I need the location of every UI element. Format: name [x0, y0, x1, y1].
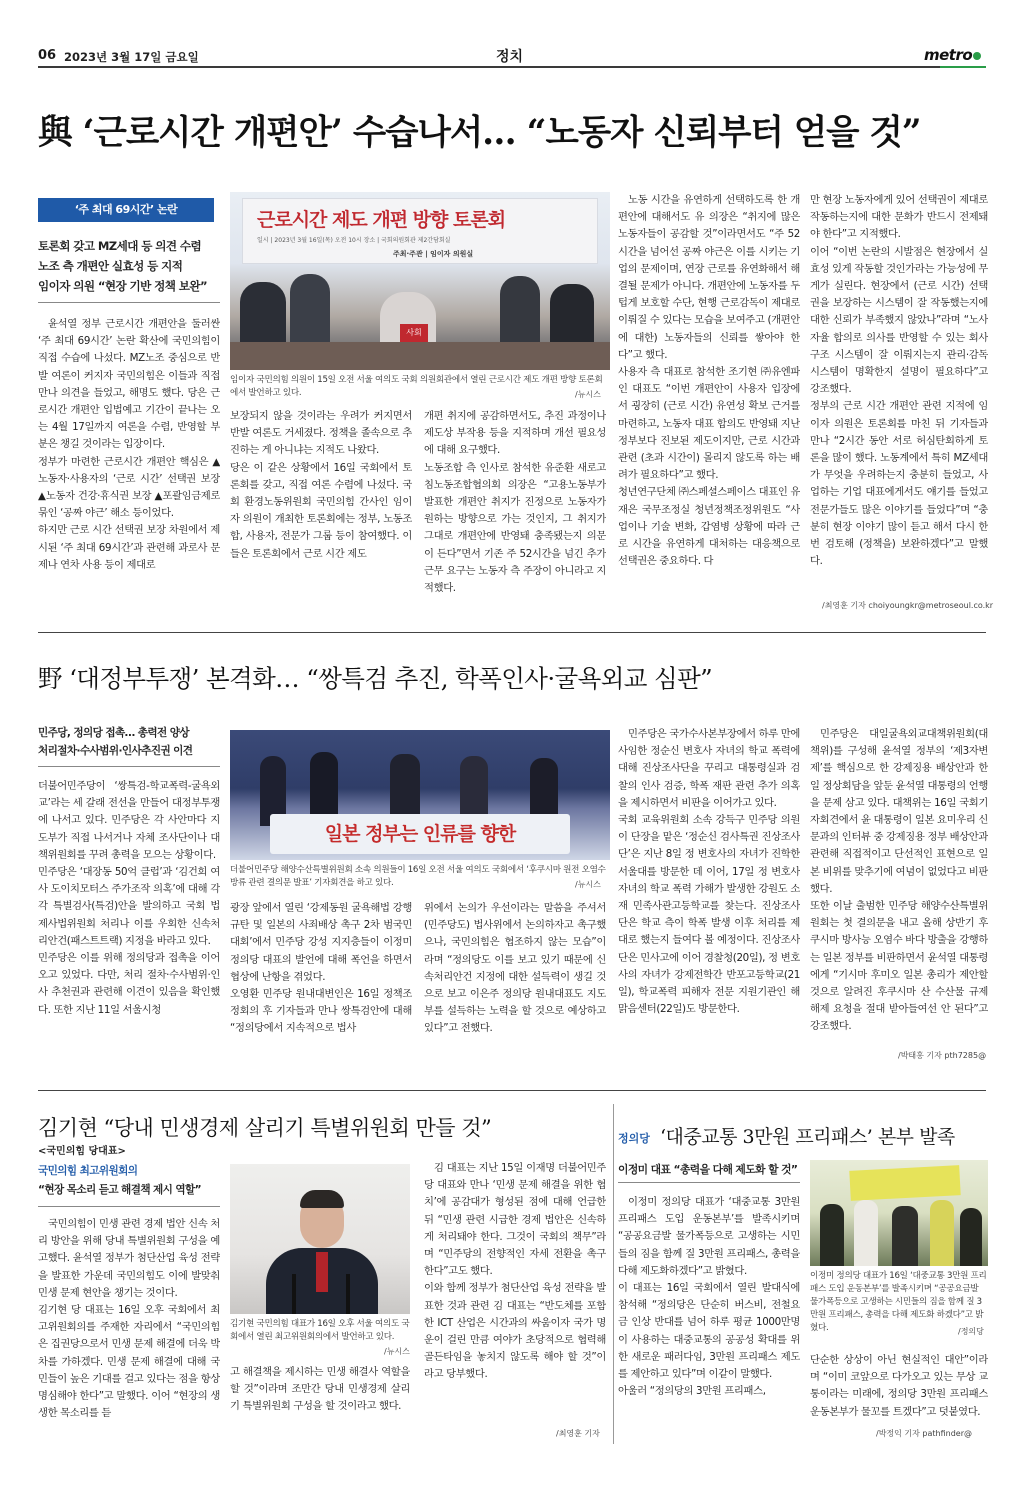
story3-col-2 — [230, 1364, 410, 1442]
story2-subhead-line: 민주당, 정의당 접촉… 총력전 양상 — [38, 727, 190, 739]
story2-col3-text: 위에서 논의가 우선이라는 말씀을 주셔서 (민주당도) 법사위에서 논의하자고 촉구했으나, 국민의힘은 협조하지 않는 모습”이라며 “정의당도 이를 보고 있기 때문에 신속처리안건 지정에 대한 설득력이 생길 것으로 보고 이은주 정의당 원내대표도 지도부를 설득하는 노력을 할 것으로 예상하고 있다”고 전했다. — [424, 902, 606, 1035]
story2-col-2 — [230, 900, 412, 1070]
protest-banner-text: 일본 정부는 인류를 향한 — [324, 823, 516, 845]
forum-banner-host: 주최·주관 | 임이자 의원실 — [393, 250, 474, 258]
story1-subhead-rule — [38, 302, 220, 303]
story3-caption: 김기현 국민의힘 대표가 16일 오후 서울 여의도 국회에서 열린 최고위원회의에서 발언하고 있다. — [230, 1319, 410, 1342]
story1-col-2 — [230, 408, 412, 610]
story1-subhead-line: 토론회 갖고 MZ세대 등 의견 수렴 — [38, 239, 202, 253]
story4-col-2 — [810, 1352, 988, 1438]
story2-subhead-rule — [38, 766, 220, 767]
story3-headline: 김기현 “당내 민생경제 살리기 특별위원회 만들 것” — [38, 1116, 492, 1140]
protest-banner — [270, 814, 570, 854]
story2-col-3 — [424, 900, 606, 1070]
story3-byline: /최영훈 기자 — [556, 1429, 600, 1438]
person-silhouette — [930, 1200, 954, 1266]
story2-col-1 — [38, 778, 220, 1070]
campaign-sign — [849, 1165, 960, 1201]
story1-photo — [230, 192, 610, 370]
issue-date: 2023년 3월 17일 금요일 — [64, 50, 199, 64]
story1-col-5 — [810, 192, 988, 596]
story1-col3-text: 개편 취지에 공감하면서도, 추진 과정이나 제도상 부작용 등을 지적하며 개선 필요성에 대해 요구했다. 노동조합 측 인사로 참석한 유준환 새로고침노동조합협의회 의장은 “고용노동부가 발표한 개편안 취지가 진정으로 노동자가 원하는 방향으로 가는 것인지, 그 취지가 그대로 개편안에 반영돼 충족됐는지 의문이 든다”면서 기존 주 52시간을 넘긴 추가 근무 요구는 노동자 측 주장이 아니라고 지적했다. — [424, 410, 606, 595]
podium-sign-text: 사회 — [406, 328, 422, 337]
story4-headline: ‘대중교통 3만원 프리패스’ 본부 발족 — [660, 1126, 955, 1148]
metro-logo-text: metro — [924, 46, 973, 64]
story3-col-3 — [424, 1160, 606, 1422]
story3-col1-text: 국민의힘이 민생 관련 경제 법안 신속 처리 방안을 위해 당내 특별위원회 구성을 예고했다. 윤석열 정부가 첨단산업 육성 전략을 발표한 가운데 국민의힘도 이에 발맞춰 민생 문제 현안을 챙기는 것이다. 김기현 당 대표는 16일 오후 국회에서 최고위원회의를 주재한 자리에서 “국민의힘은 집권당으로서 민생 문제 해결에 더욱 박차를 가하겠다. 민생 문제 해결에 대해 국민들이 높은 기대를 걸고 있다는 점을 항상 명심해야 한다”고 말했다. 이어 “현장의 생생한 목소리를 듣 — [38, 1218, 220, 1420]
story3-photo — [230, 1164, 410, 1314]
person-silhouette — [854, 1200, 878, 1266]
header-rule — [38, 66, 986, 68]
story3-col3-text: 김 대표는 지난 15일 이재명 더불어민주당 대표와 만나 ‘민생 문제 해결을 위한 협치’에 공감대가 형성된 점에 대해 언급한 뒤 “민생 관련 시급한 경제 법안은 신속하게 처리돼야 한다. 그것이 국회의 책무”라며 “민주당의 전향적인 자세 전환을 촉구한다”고도 했다. 이와 함께 정부가 첨단산업 육성 전략을 발표한 것과 관련 김 대표는 “반도체를 포함한 ICT 산업은 시간과의 싸움이자 국가 명운이 걸린 만큼 여야가 초당적으로 협력해 골든타임을 놓치지 않도록 해야 할 것”이라고 당부했다. — [424, 1162, 606, 1381]
page-header — [0, 0, 1024, 70]
story1-col1-text: 윤석열 정부 근로시간 개편안을 둘러싼 ‘주 최대 69시간’ 논란 확산에 국민의힘이 직접 수습에 나섰다. MZ노조 중심으로 반발 여론이 커지자 국민의힘은 이들과 직접 만나 의견을 들었고, 해명도 했다. 당은 근로시간 개편안 입법예고 기간이 끝나는 오는 4월 17일까지 여론을 수렴, 반영할 부분은 챙길 것이라는 입장이다. 정부가 마련한 근로시간 개편안 핵심은 ▲노동자·사용자의 ‘근로 시간’ 선택권 보장 ▲노동자 건강·휴식권 보장 ▲포괄임금제로 묶인 ‘공짜 야근’ 해소 등이었다. 하지만 근로 시간 선택권 보장 차원에서 제시된 ‘주 최대 69시간’과 관련해 과로사 문제나 연차 사용 등이 제대로 — [38, 318, 220, 571]
story3-subhead — [38, 1162, 220, 1200]
story2-subhead — [38, 724, 220, 760]
story4-subhead: 이정미 대표 “총력을 다해 제도화 할 것” — [618, 1163, 798, 1176]
story1-col2-text: 보장되지 않을 것이라는 우려가 커지면서 반발 여론도 거세졌다. 정책을 졸속으로 추진하는 게 아니냐는 지적도 나왔다. 당은 이 같은 상황에서 16일 국회에서 토론회를 갖고, 직접 여론 수렴에 나섰다. 국회 환경노동위원회 국민의힘 간사인 임이자 의원이 개최한 토론회에는 정부, 노동조합, 사용자, 전문가 그룹 등이 참여했다. 이들은 토론회에서 근로 시간 제도 — [230, 410, 412, 560]
story1-tag — [38, 198, 214, 222]
story1-headline: 與 ‘근로시간 개편안’ 수습나서… “노동자 신뢰부터 얻을 것” — [38, 113, 921, 153]
forum-banner — [242, 198, 598, 264]
story3-col2-text: 고 해결책을 제시하는 민생 해결사 역할을 할 것”이라며 조만간 당내 민생경제 살리기 특별위원회 구성을 할 것이라고 했다. — [230, 1366, 410, 1413]
person-silhouette — [892, 1206, 918, 1266]
story1-col-4 — [618, 192, 800, 610]
story1-col5-text: 만 현장 노동자에게 있어 선택권이 제대로 작동하는지에 대한 문화가 반드시 전제돼야 한다”고 지적했다. 이어 “이번 논란의 시발점은 현장에서 실효성 있게 작동할 것인가라는 가능성에 무게가 실린다. 현장에서 (근로 시간) 선택권을 보장하는 시스템이 잘 작동했는지에 대한 신뢰가 부족했지 않았나”라며 “노사 자율 합의로 의사를 반영할 수 있는 회사 구조 시스템이 잘 이뤄지는지 관리·감독 시스템이 명확한지 설명이 필요하다”고 강조했다. 정부의 근로 시간 개편안 관련 지적에 임이자 의원은 토론회를 마친 뒤 기자들과 만나 “2시간 동안 서로 허심탄회하게 토론을 많이 했다. 노동계에서 특히 MZ세대가 무엇을 우려하는지 충분히 들었고, 사업하는 기업 대표에게서도 얘기를 들었고 전문가들도 많은 이야기를 들었다”며 “충분히 현장 이야기 많이 듣고 해서 다시 한번 검토해 (정책을) 보완하겠다”고 말했다. — [810, 194, 988, 568]
story4-tag: 정의당 — [618, 1132, 650, 1145]
story3-label: <국민의힘 당대표> — [38, 1146, 126, 1157]
story4-caption-credit: /정의당 — [958, 1327, 984, 1336]
story2-caption-credit: /뉴시스 — [575, 880, 601, 889]
page-number: 06 — [38, 48, 57, 63]
person-silhouette — [820, 1204, 844, 1266]
column-divider — [613, 1104, 614, 1444]
story1-subhead-line: 임이자 의원 “현장 기반 정책 보완” — [38, 279, 208, 293]
story1-subhead-line: 노조 측 개편안 실효성 등 지적 — [38, 259, 183, 273]
story4-col-1 — [618, 1194, 800, 1454]
story2-headline: 野 ‘대정부투쟁’ 본격화… “쌍특검 추진, 학폭인사·굴욕외교 심판” — [38, 664, 713, 693]
story1-subhead — [38, 236, 220, 296]
story1-byline: /최영훈 기자 choiyoungkr@metroseoul.co.kr — [822, 601, 994, 610]
person-hair — [300, 1190, 344, 1208]
person-silhouette — [960, 1208, 982, 1266]
metro-logo — [924, 46, 981, 64]
story1-tag-text: ‘주 최대 69시간’ 논란 — [74, 203, 178, 216]
story4-photo — [810, 1160, 988, 1266]
story2-col1-text: 더불어민주당이 ‘쌍특검-학교폭력-굴욕외교’라는 세 갈래 전선을 만들어 대정부투쟁에 나서고 있다. 민주당은 각 사안마다 지도부가 직접 나서거나 자체 조사단이나 대책위원회를 꾸려 총력을 모으는 상황이다. 민주당은 ‘대장동 50억 클럽’과 ‘김건희 여사 도이치모터스 주가조작 의혹’에 대해 각각 특별검사(특검)안을 발의하고 국회 법제사법위원회 처리나 이를 우회한 신속처리안건(패스트트랙) 지정을 바라고 있다. 민주당은 이를 위해 정의당과 접촉을 이어오고 있었다. 다만, 처리 절차·수사범위·인사 추천권과 관련해 이견이 있음을 확인했다. 또한 지난 11일 서울시청 — [38, 780, 220, 1016]
story1-caption: 임이자 국민의힘 의원이 15일 오전 서울 여의도 국회 의원회관에서 열린 근로시간 제도 개편 방향 토론회에서 발언하고 있다. — [230, 375, 603, 398]
section-name: 정치 — [496, 49, 524, 65]
story2-col-5 — [810, 726, 988, 1046]
story2-col2-text: 광장 앞에서 열린 ‘강제동원 굴욕해법 강행 규탄 및 일본의 사죄배상 촉구 2차 범국민대회’에서 민주당 강성 지지층들이 이정미 정의당 대표의 발언에 대해 폭언을 하면서 협상에 난항을 겪었다. 오영환 민주당 원내대변인은 16일 정책조정회의 후 기자들과 만나 쌍특검안에 대해 “정의당에서 지속적으로 법사 — [230, 902, 412, 1035]
story3-caption-credit: /뉴시스 — [384, 1347, 410, 1356]
microphone-icon — [346, 1274, 350, 1314]
podium-sign — [400, 324, 428, 342]
story3-subhead-secondary: “현장 목소리 듣고 해결책 제시 역할” — [38, 1184, 202, 1196]
forum-banner-info: 일시 | 2023년 3월 16일(목) 오전 10시 장소 | 국회의원회관 제2간담회실 — [257, 237, 451, 244]
story1-caption-credit: /뉴시스 — [575, 390, 601, 399]
story2-photo — [230, 730, 610, 860]
story2-subhead-line: 처리절차·수사범위·인사추진권 이견 — [38, 745, 193, 757]
microphone-icon — [292, 1274, 296, 1314]
logo-dot-icon — [973, 52, 981, 60]
story4-caption: 이정미 정의당 대표가 16일 ‘대중교통 3만원 프리패스 도입 운동본부’를 발족시키며 “공공요금발 물가폭등으로 고생하는 시민들의 짐을 함께 질 3만원 프리패스, 총력을 다해 제도화 하겠다”고 밝혔다. — [810, 1271, 987, 1333]
person-tie — [316, 1252, 328, 1292]
story3-col-1 — [38, 1216, 220, 1442]
story2-byline: /박태홍 기자 pth7285@ — [898, 1051, 987, 1060]
story4-col1-text: 이정미 정의당 대표가 ‘대중교통 3만원 프리패스 도입 운동본부’를 발족시키며 “공공요금발 물가폭등으로 고생하는 시민들의 짐을 함께 질 3만원 프리패스, 총력을 다해 제도화하겠다”고 밝혔다. 이 대표는 16일 국회에서 열린 발대식에 참석해 “정의당은 단순히 버스비, 전철요금 인상 반대를 넘어 하루 평균 1000만명이 사용하는 대중교통의 공공성 확대를 위한 새로운 패러다임, 3만원 프리패스 제도를 제안하고 있다”며 이같이 말했다. 아울러 “정의당의 3만원 프리패스, — [618, 1196, 800, 1398]
table-desk — [230, 342, 610, 370]
story1-col-3 — [424, 408, 606, 610]
story3-subhead-rule — [38, 1206, 220, 1207]
story2-col5-text: 민주당은 대일굴욕외교대책위원회(대책위)를 구성해 윤석열 정부의 ‘제3자변제’를 핵심으로 한 강제징용 배상안과 한일 정상회담을 앞둔 윤석열 대통령의 언행을 문제 삼고 있다. 대책위는 16일 국회기자회견에서 윤 대통령이 일본 요미우리 신문과의 인터뷰 중 강제징용 정부 배상안과 관련해 직접적이고 단선적인 표현으로 일본 비위를 맞추기에 여념이 없었다고 비판했다. 또한 이날 출범한 민주당 해양수산특별위원회는 첫 결의문을 내고 올해 상반기 후쿠시마 방사능 오염수 바다 방출을 강행하는 일본 정부를 비판하면서 윤석열 대통령에게 “기시마 후미오 일본 총리가 제안할 것으로 알려진 후쿠시마 산 수산물 규제 해제 요청을 절대 받아들여선 안 된다”고 강조했다. — [810, 728, 988, 1033]
story4-subhead-rule — [618, 1182, 800, 1183]
header-rule-accent — [940, 66, 986, 68]
story2-col4-text: 민주당은 국가수사본부장에서 하루 만에 사임한 정순신 변호사 자녀의 학교 폭력에 대해 진상조사단을 꾸리고 대통령실과 검찰의 인사 검증, 학폭 재판 관련 추가 의혹을 제시하면서 비판을 이어가고 있다. 국회 교육위원회 소속 강득구 민주당 의원이 단장을 맡은 ‘정순신 검사특권 진상조사단’은 지난 8일 정 변호사의 자녀가 진학한 서울대를 방문한 데 이어, 17일 정 변호사 자녀의 학교 폭력 가해가 발생한 강원도 소재 민족사관고등학교를 찾는다. 진상조사단은 학교 측이 학폭 발생 이후 처리를 제대로 했는지 들여다 볼 예정이다. 진상조사단은 민사고에 이어 경찰청(20일), 정 변호사의 자녀가 강제전학간 반포고등학교(21일), 학교폭력 피해자 전문 지원기관인 해맑음센터(22일)도 방문한다. — [618, 728, 800, 1016]
story2-caption: 더불어민주당 해양수산특별위원회 소속 의원들이 16일 오전 서울 여의도 국회에서 ‘후쿠시마 원전 오염수 방류 관련 결의문 발표’ 기자회견을 하고 있다. — [230, 865, 606, 888]
forum-banner-title: 근로시간 제도 개편 방향 토론회 — [257, 209, 506, 231]
story4-col2-text: 단순한 상상이 아닌 현실적인 대안”이라며 “이미 코앞으로 다가오고 있는 무상 교통이라는 미래에, 정의당 3만원 프리패스 운동본부가 물꼬를 트겠다”고 덧붙였다. — [810, 1354, 988, 1418]
story2-col-4 — [618, 726, 800, 1070]
story-divider — [38, 1090, 986, 1091]
story1-col-1 — [38, 316, 220, 610]
story3-subhead-primary: 국민의힘 최고위원회의 — [38, 1165, 138, 1177]
story4-byline: /박정익 기자 pathfinder@ — [876, 1429, 973, 1438]
story1-col4-text: 노동 시간을 유연하게 선택하도록 한 개편안에 대해서도 유 의장은 “취지에 많은 노동자들이 공감할 것”이라면서도 “주 52시간을 넘어선 공짜 야근은 이를 시키는 기업의 문제이며, 연장 근로를 유연화해서 해결될 문제가 아니다. 개편안에 노동자를 두텁게 보호할 수단, 현행 근로감독이 제대로 이뤄질 수 있다는 모습을 보여주고 (개편안에 대한) 노동자들의 신뢰를 쌓아야 한다”고 했다. 사용자 측 대표로 참석한 조기현 ㈜유엔파인 대표도 “이번 개편안이 사용자 입장에서 굉장히 (근로 시간) 유연성 확보 근거를 마련하고, 노동자 대표 합의도 반영돼 지난 정부보다 진보된 제도이지만, 근로 시간과 관련 (초과 시간이) 몰리지 않도록 하는 배려가 필요하다”고 했다. 청년연구단체 ㈜스페셜스페이스 대표인 유재은 국무조정실 청년정책조정위원도 “사업이나 기술 변화, 갑염병 상황에 따라 근로 시간을 유연하게 대처하는 대응책으로 선택권은 중요하다. 다 — [618, 194, 800, 568]
story-divider — [38, 632, 986, 633]
